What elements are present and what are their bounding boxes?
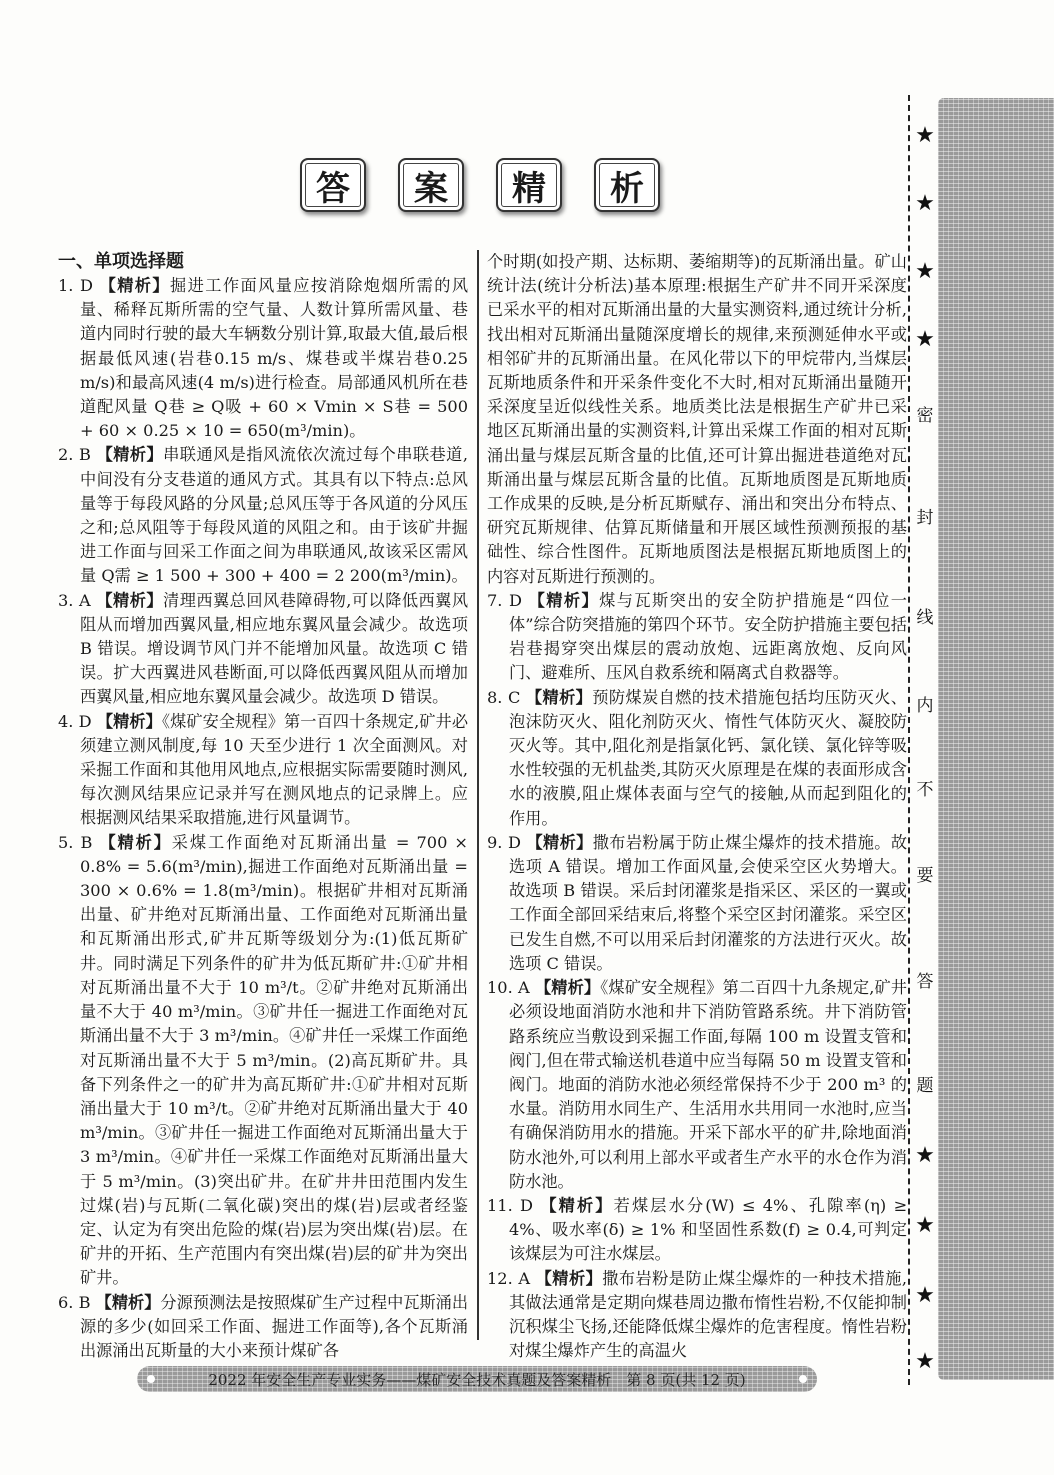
star-icon: ★ bbox=[915, 1213, 935, 1238]
answer-item bbox=[487, 1267, 907, 1364]
title-char: 答 bbox=[316, 168, 350, 209]
analysis-tag: 【精析】 bbox=[540, 1195, 614, 1215]
seal-line-char: 不 bbox=[916, 780, 934, 800]
star-icon: ★ bbox=[915, 327, 935, 352]
title-char: 案 bbox=[414, 168, 448, 209]
binding-texture-strip bbox=[938, 98, 1054, 1380]
seal-line-char: 内 bbox=[916, 696, 934, 716]
analysis-tag: 【精析】 bbox=[96, 590, 164, 610]
analysis-tag: 【精析】 bbox=[535, 1268, 603, 1288]
page-title bbox=[300, 158, 660, 218]
analysis-tag: 【精析】 bbox=[96, 445, 164, 465]
analysis-tag: 【精析】 bbox=[525, 687, 593, 707]
footer-text: 2022 年安全生产专业实务——煤矿安全技术真题及答案精析 第 8 页(共 12 页) bbox=[208, 1370, 746, 1389]
answer-text: 煤与瓦斯突出的安全防护措施是“四位一体”综合防突措施的第四个环节。安全防护措施主要包括岩巷揭穿突出煤层的震动放炮、远距离放炮、反向风门、避难所、压风自救系统和隔离式自救器等。 bbox=[509, 590, 907, 683]
title-char-box bbox=[300, 158, 366, 212]
star-icon: ★ bbox=[915, 259, 935, 284]
analysis-tag: 【精析】 bbox=[526, 832, 593, 852]
page-footer bbox=[137, 1366, 817, 1392]
answer-text: 《煤矿安全规程》第二百四十九条规定,矿井必须设地面消防水池和井下消防管路系统。井下消防管路系统应当敷设到采掘工作面,每隔 100 m 设置支管和阀门,但在带式输送机巷道中应当每隔 50 m 设置支管和阀门。地面的消防水池必须经常保持不少于 200 m³ 的水量。消防用水同生产、生活用水共用同一水池时,应当有确保消防用水的措施。开采下部水平的矿井,除地面消防水池外,可以利用上部水平或者生产水平的水仓作为消防水池。 bbox=[509, 978, 907, 1191]
answer-number: 3. A bbox=[58, 590, 91, 610]
answer-number: 9. D bbox=[487, 832, 521, 852]
answer-text: 清理西翼总回风巷障碍物,可以降低西翼风阻从而增加西翼风量,相应地东翼风量会减少。故选项 B 错误。增设调节风门并不能增加风量。故选项 C 错误。扩大西翼进风巷断面,可以降低西翼风阻从而增加西翼风量,相应地东翼风量会减少。故选项 D 错误。 bbox=[80, 590, 469, 707]
star-icon: ★ bbox=[915, 1349, 935, 1374]
footer-dot-icon bbox=[147, 1375, 155, 1383]
title-char: 析 bbox=[610, 168, 644, 209]
left-column bbox=[58, 250, 468, 1363]
binding-dashed-line bbox=[908, 95, 910, 1385]
analysis-tag: 【精析】 bbox=[528, 590, 600, 610]
answer-number: 5. B bbox=[58, 832, 93, 852]
footer-dot-icon bbox=[799, 1375, 807, 1383]
answer-text: 采煤工作面绝对瓦斯涌出量 = 700 × 0.8% = 5.6(m³/min),掘进工作面绝对瓦斯涌出量 = 300 × 0.6% = 1.8(m³/min)。根据矿井相对瓦斯涌出量、矿井绝对瓦斯涌出量、工作面绝对瓦斯涌出量和瓦斯涌出形式,矿井瓦斯等级划分为:(1)低瓦斯矿井。同时满足下列条件的矿井为低瓦斯矿井:①矿井相对瓦斯涌出量不大于 10 m³/t。②矿井绝对瓦斯涌出量不大于 40 m³/min。③矿井任一掘进工作面绝对瓦斯涌出量不大于 3 m³/min。④矿井任一采煤工作面绝对瓦斯涌出量不大于 5 m³/min。(2)高瓦斯矿井。具备下列条件之一的矿井为高瓦斯矿井:①矿井相对瓦斯涌出量大于 10 m³/t。②矿井绝对瓦斯涌出量大于 40 m³/min。③矿井任一掘进工作面绝对瓦斯涌出量大于 3 m³/min。④矿井任一采煤工作面绝对瓦斯涌出量大于 5 m³/min。(3)突出矿井。在矿井井田范围内发生过煤(岩)与瓦斯(二氧化碳)突出的煤(岩)层或者经鉴定、认定为有突出危险的煤(岩)层为突出煤(岩)层。在矿井的开拓、生产范围内有突出煤(岩)层的矿井为突出矿井。 bbox=[80, 832, 468, 1288]
answer-number: 1. D bbox=[58, 276, 93, 295]
star-icon: ★ bbox=[915, 123, 935, 148]
star-icon: ★ bbox=[915, 191, 935, 216]
analysis-tag: 【精析】 bbox=[95, 1292, 161, 1312]
seal-line-char: 答 bbox=[916, 972, 934, 992]
column-divider bbox=[477, 250, 479, 1340]
analysis-tag: 【精析】 bbox=[99, 832, 172, 852]
analysis-tag: 【精析】 bbox=[534, 978, 601, 998]
answer-item bbox=[58, 443, 468, 588]
title-char: 精 bbox=[512, 168, 546, 209]
title-char-box bbox=[496, 158, 562, 212]
answer-number: 12. A bbox=[487, 1268, 531, 1288]
section-title: 一、单项选择题 bbox=[58, 251, 184, 272]
answer-text: 撒布岩粉是防止煤尘爆炸的一种技术措施,其做法通常是定期向煤巷周边撒布惰性岩粉,不仅能抑制沉积煤尘飞扬,还能降低煤尘爆炸的危害程度。惰性岩粉对煤尘爆炸产生的高温火 bbox=[509, 1268, 907, 1361]
answer-text: 《煤矿安全规程》第一百四十条规定,矿井必须建立测风制度,每 10 天至少进行 1 次全面测风。对采掘工作面和其他用风地点,应根据实际需要随时测风,每次测风结果应记录并写在测风地点的记录牌上。应根据测风结果采取措施,进行风量调节。 bbox=[80, 711, 469, 828]
answer-item bbox=[58, 831, 468, 1291]
title-char-box bbox=[398, 158, 464, 212]
answer-item bbox=[58, 589, 468, 710]
answer-item bbox=[487, 589, 907, 686]
answer-text: 若煤层水分(W) ≤ 4%、孔隙率(η) ≥ 4%、吸水率(δ) ≥ 1% 和坚固性系数(f) ≥ 0.4,可判定该煤层为可注水煤层。 bbox=[509, 1195, 908, 1264]
answer-continuation: 个时期(如投产期、达标期、萎缩期等)的瓦斯涌出量。矿山统计法(统计分析法)基本原理:根据生产矿井不同开采深度已采水平的相对瓦斯涌出量的大量实测资料,通过统计分析,找出相对瓦斯涌出量随深度增长的规律,来预测延伸水平或相邻矿井的瓦斯涌出量。在风化带以下的甲烷带内,当煤层瓦斯地质条件和开采条件变化不大时,相对瓦斯涌出量随开采深度呈近似线性关系。地质类比法是根据生产矿井已采地区瓦斯涌出量的实测资料,计算出采煤工作面的相对瓦斯涌出量与煤层瓦斯含量的比值,还可计算出掘进巷道绝对瓦斯涌出量与煤层瓦斯含量的比值。瓦斯地质图是瓦斯地质工作成果的反映,是分析瓦斯赋存、涌出和突出分布特点、研究瓦斯规律、估算瓦斯储量和开展区域性预测预报的基础性、综合性图件。瓦斯地质图法是根据瓦斯地质图上的内容对瓦斯进行预测的。 bbox=[487, 252, 907, 586]
answer-number: 8. C bbox=[487, 687, 521, 707]
analysis-tag: 【精析】 bbox=[96, 711, 162, 731]
seal-line-char: 线 bbox=[916, 608, 934, 628]
title-char-box bbox=[594, 158, 660, 212]
answer-item bbox=[58, 710, 468, 831]
right-column bbox=[487, 250, 907, 1363]
seal-line-char: 题 bbox=[916, 1076, 934, 1096]
answer-item bbox=[487, 1194, 907, 1267]
star-icon: ★ bbox=[915, 1143, 935, 1168]
answer-number: 7. D bbox=[487, 590, 523, 610]
seal-line-char: 密 bbox=[916, 406, 934, 426]
seal-line-marks bbox=[911, 95, 939, 1385]
answer-text: 撒布岩粉属于防止煤尘爆炸的技术措施。故选项 A 错误。增加工作面风量,会使采空区火势增大。故选项 B 错误。采后封闭灌浆是指采区、采区的一翼或工作面全部回采结束后,将整个采空区封闭灌浆。采空区已发生自燃,不可以用采后封闭灌浆的方法进行灭火。故选项 C 错误。 bbox=[509, 832, 908, 973]
seal-line-char: 封 bbox=[916, 508, 934, 528]
star-icon: ★ bbox=[915, 1283, 935, 1308]
answer-item bbox=[487, 831, 907, 976]
answer-text: 串联通风是指风流依次流过每个串联巷道,中间没有分支巷道的通风方式。其具有以下特点:总风量等于每段风路的分风量;总风压等于各风道的分风压之和;总风阻等于每段风道的风阻之和。由于该矿井掘进工作面与回采工作面之间为串联通风,故该采区需风量 Q需 ≥ 1 500 + 300 + 400 = 2 200(m³/min)。 bbox=[80, 445, 468, 586]
answer-item bbox=[58, 1291, 468, 1364]
answer-text: 预防煤炭自燃的技术措施包括均压防灭火、泡沫防灭火、阻化剂防灭火、惰性气体防灭火、凝胶防灭火等。其中,阻化剂是指氯化钙、氯化镁、氯化锌等吸水性较强的无机盐类,其防灭火原理是在煤的表面形成含水的液膜,阻止煤体表面与空气的接触,从而起到阻化的作用。 bbox=[509, 687, 907, 828]
answer-item bbox=[487, 686, 907, 831]
answer-text: 分源预测法是按照煤矿生产过程中瓦斯涌出源的多少(如回采工作面、掘进工作面等),各个瓦斯涌出源涌出瓦斯量的大小来预计煤矿各 bbox=[80, 1292, 469, 1360]
answer-number: 10. A bbox=[487, 978, 530, 998]
seal-line-char: 要 bbox=[916, 866, 934, 886]
answer-item bbox=[58, 274, 468, 443]
answer-number: 11. D bbox=[487, 1195, 534, 1215]
answer-number: 4. D bbox=[58, 711, 92, 731]
answer-text: 掘进工作面风量应按消除炮烟所需的风量、稀释瓦斯所需的空气量、人数计算所需风量、巷道内同时行驶的最大车辆数分别计算,取最大值,最后根据最低风速(岩巷0.15 m/s、煤巷或半煤岩巷0.25 m/s)和最高风速(4 m/s)进行检查。局部通风机所在巷道配风量 Q巷 ≥ Q吸 + 60 × Vmin × S巷 = 500 + 60 × 0.25 × 10 = 650(m³/min)。 bbox=[80, 276, 469, 441]
analysis-tag: 【精析】 bbox=[99, 276, 171, 295]
answer-number: 2. B bbox=[58, 445, 91, 465]
answer-number: 6. B bbox=[58, 1292, 91, 1312]
answer-item bbox=[487, 976, 907, 1194]
